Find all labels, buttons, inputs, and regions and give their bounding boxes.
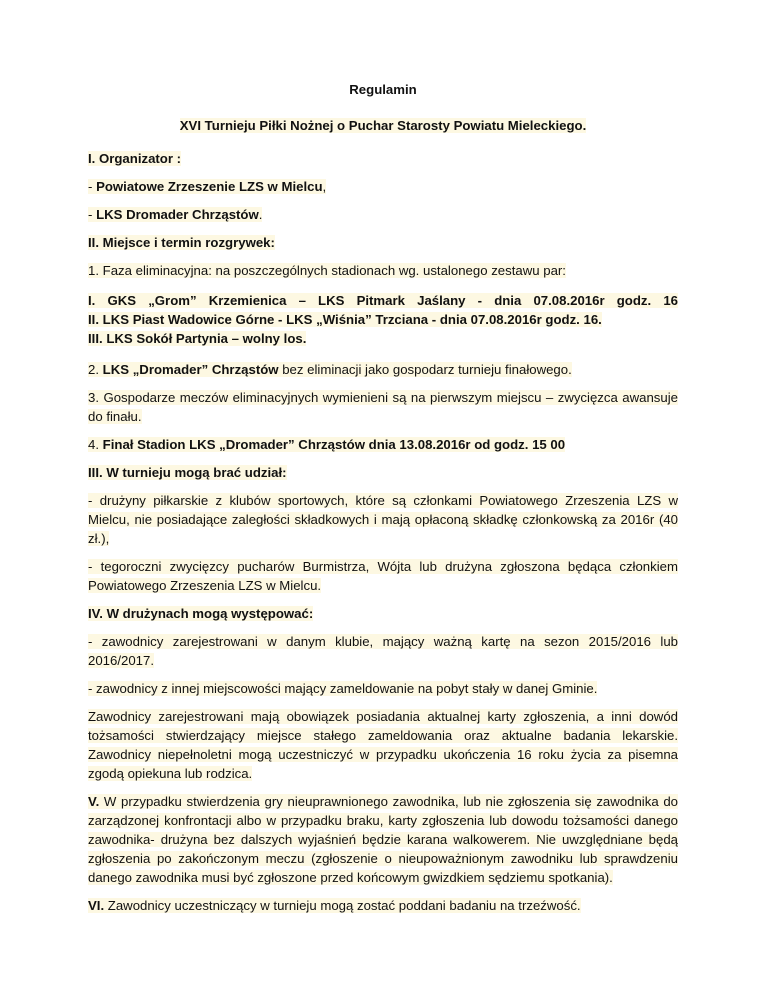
organizer-1: - Powiatowe Zrzeszenie LZS w Mielcu, <box>88 179 327 194</box>
organizer-2: - LKS Dromader Chrząstów. <box>88 207 263 222</box>
final-info: 4. Finał Stadion LKS „Dromader” Chrząstów dnia 13.08.2016r od godz. 15 00 <box>88 437 566 452</box>
section-3-heading: III. W turnieju mogą brać udział: <box>88 465 287 480</box>
match-item: II. LKS Piast Wadowice Górne - LKS „Wiśnia” Trzciana - dnia 07.08.2016r godz. 16. <box>88 312 602 327</box>
section-6: VI. Zawodnicy uczestniczący w turnieju mogą zostać poddani badaniu na trzeźwość. <box>88 898 581 913</box>
players-item: - zawodnicy z innej miejscowości mający zameldowanie na pobyt stały w danej Gminie. <box>88 681 598 696</box>
section-5: V. W przypadku stwierdzenia gry nieuprawnionego zawodnika, lub nie zgłoszenia się zawodnika do zarządzonej konfrontacji albo w przypadku braku, karty zgłoszenia lub dowodu tożsamości danego zawodnika- drużyna bez dalszych wyjaśnień będzie karana walkowerem. Nie uwzględniane będą zgłoszenia po zakończonym meczu (zgłoszenie o nieupoważnionym zawodniku lub sprawdzeniu danego zawodnika musi być zgłoszone przed końcowym gwizdkiem sędziemu spotkania). <box>88 794 678 885</box>
section-1-heading: I. Organizator : <box>88 151 182 166</box>
document-title: Regulamin <box>349 82 417 97</box>
eligibility-item: - drużyny piłkarskie z klubów sportowych, które są członkami Powiatowego Zrzeszenia LZS w Mielcu, nie posiadające zaległości składkowych i mają opłaconą składkę członkowską za 2016r (40 zł.), <box>88 493 678 546</box>
players-item: - zawodnicy zarejestrowani w danym klubie, mający ważną kartę na sezon 2015/2016 lub 2016/2017. <box>88 634 678 668</box>
document-body <box>88 80 678 924</box>
players-requirements: Zawodnicy zarejestrowani mają obowiązek posiadania aktualnej karty zgłoszenia, a inni dowód tożsamości stwierdzający miejsce stałego zameldowania oraz aktualne badania lekarskie. Zawodnicy niepełnoletni mogą uczestniczyć w przypadku ukończenia 16 roku życia za pisemna zgodą opiekuna lub rodzica. <box>88 709 678 781</box>
document-subtitle: XVI Turnieju Piłki Nożnej o Puchar Starosty Powiatu Mieleckiego. <box>179 118 587 133</box>
eligibility-item: - tegoroczni zwycięzcy pucharów Burmistrza, Wójta lub drużyna zgłoszona będąca członkiem Powiatowego Zrzeszenia LZS w Mielcu. <box>88 559 678 593</box>
match-list <box>88 291 678 348</box>
match-item: III. LKS Sokół Partynia – wolny los. <box>88 331 307 346</box>
match-item: I. GKS „Grom” Krzemienica – LKS Pitmark Jaślany - dnia 07.08.2016r godz. 16 <box>88 293 678 308</box>
section-4-heading: IV. W drużynach mogą występować: <box>88 606 314 621</box>
phase-description: 1. Faza eliminacyjna: na poszczególnych stadionach wg. ustalonego zestawu par: <box>88 263 566 278</box>
hosts-note: 3. Gospodarze meczów eliminacyjnych wymienieni są na pierwszym miejscu – zwycięzca awansuje do finału. <box>88 390 678 424</box>
section-2-heading: II. Miejsce i termin rozgrywek: <box>88 235 275 250</box>
host-note: 2. LKS „Dromader” Chrząstów bez eliminacji jako gospodarz turnieju finałowego. <box>88 362 572 377</box>
